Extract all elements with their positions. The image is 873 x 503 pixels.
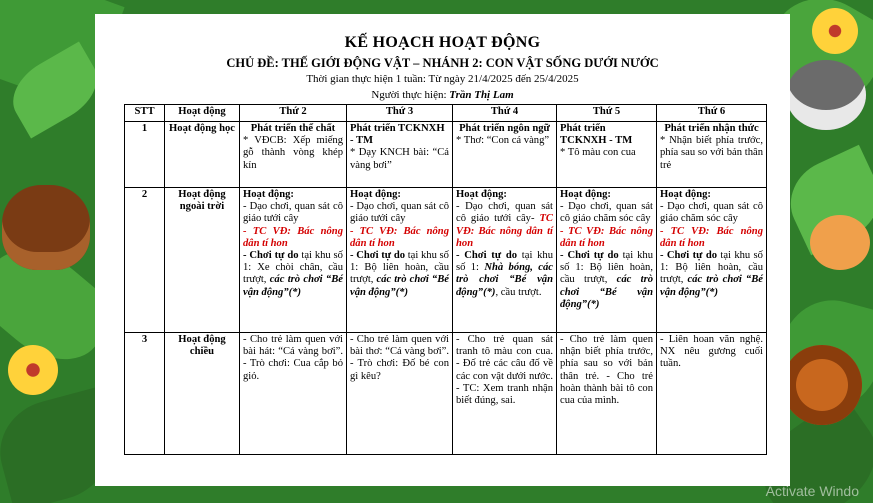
raccoon-illustration bbox=[786, 60, 866, 130]
col-header-wednesday: Thứ 4 bbox=[453, 105, 557, 122]
friday-cell: Hoạt động: - Dạo chơi, quan sát cô giáo chăm sóc cây - TC VĐ: Bác nông dân tí hon - Chơi tự do tại khu số 1: Bộ liên hoàn, cầu trượt, các trò chơi “Bé vận động”(*) bbox=[657, 188, 767, 333]
thursday-cell: Hoạt động: - Dạo chơi, quan sát cô giáo chăm sóc cây - TC VĐ: Bác nông dân tí hon - Chơi tự do tại khu số 1: Bộ liên hoàn, cầu trượt, các trò chơi “Bé vận động”(*) bbox=[557, 188, 657, 333]
table-row bbox=[125, 188, 767, 333]
col-header-monday: Thứ 2 bbox=[240, 105, 347, 122]
monday-cell: Phát triển thể chất * VĐCB: Xếp miếng gỗ thành vòng khép kín bbox=[240, 122, 347, 188]
col-header-friday: Thứ 6 bbox=[657, 105, 767, 122]
time-range: Thời gian thực hiện 1 tuần: Từ ngày 21/4/2025 đến 25/4/2025 bbox=[306, 73, 579, 85]
wednesday-cell: Hoạt động: - Dạo chơi, quan sát cô giáo tưới cây- TC VĐ: Bác nông dân tí hon - Chơi tự do tại khu số 1: Nhà bóng, các trò chơi “Bé vận động”(*), cầu trượt. bbox=[453, 188, 557, 333]
col-header-tuesday: Thứ 3 bbox=[347, 105, 453, 122]
page-title: KẾ HOẠCH HOẠT ĐỘNG bbox=[344, 34, 541, 51]
monday-cell: Hoạt động: - Dạo chơi, quan sát cô giáo tưới cây - TC VĐ: Bác nông dân tí hon - Chơi tự do tại khu số 1: Xe chòi chân, cầu trượt, các trò chơi “Bé vận động”(*) bbox=[240, 188, 347, 333]
friday-cell: Phát triển nhận thức * Nhận biết phía trước, phía sau so với bản thân trẻ bbox=[657, 122, 767, 188]
col-header-stt: STT bbox=[125, 105, 165, 122]
stt-cell: 2 bbox=[125, 188, 165, 333]
bull-illustration bbox=[2, 185, 90, 270]
activity-plan-table bbox=[124, 104, 767, 455]
table-row bbox=[125, 122, 767, 188]
table-row bbox=[125, 333, 767, 455]
thursday-cell: - Cho trẻ làm quen nhận biết phía trước, phía sau so với bản thân trẻ. - Cho trẻ hoàn thành bài tô con cua của mình. bbox=[557, 333, 657, 455]
page-subtitle: CHỦ ĐỀ: THẾ GIỚI ĐỘNG VẬT – NHÁNH 2: CON VẬT SỐNG DƯỚI NƯỚC bbox=[226, 56, 659, 70]
activation-watermark: Activate Windo bbox=[765, 483, 859, 499]
author-name: Trần Thị Lam bbox=[449, 89, 514, 101]
friday-cell: - Liên hoan văn nghệ. NX nêu gương cuối tuần. bbox=[657, 333, 767, 455]
tuesday-cell: - Cho trẻ làm quen với bài thơ: “Cá vàng bơi”. - Trò chơi: Đố bé con gì kêu? bbox=[347, 333, 453, 455]
monday-cell: - Cho trẻ làm quen với bài hát: “Cá vàng bơi”. - Trò chơi: Cua cắp bỏ giỏ. bbox=[240, 333, 347, 455]
flower-icon bbox=[812, 8, 858, 54]
stt-cell: 3 bbox=[125, 333, 165, 455]
activity-cell: Hoạt động học bbox=[165, 122, 240, 188]
thursday-cell: Phát triển TCKNXH - TM * Tô màu con cua bbox=[557, 122, 657, 188]
wednesday-cell: Phát triển ngôn ngữ * Thơ: “Con cá vàng” bbox=[453, 122, 557, 188]
tuesday-cell: Phát triển TCKNXH - TM * Dạy KNCH bài: “Cá vàng bơi” bbox=[347, 122, 453, 188]
table-header-row bbox=[125, 105, 767, 122]
activity-cell: Hoạt động chiều bbox=[165, 333, 240, 455]
col-header-activity: Hoạt động bbox=[165, 105, 240, 122]
flower-icon bbox=[8, 345, 58, 395]
activity-cell: Hoạt động ngoài trời bbox=[165, 188, 240, 333]
lion-illustration bbox=[782, 345, 862, 425]
stt-cell: 1 bbox=[125, 122, 165, 188]
wednesday-cell: - Cho trẻ quan sát tranh tô màu con cua. - Đố trẻ các câu đố về các con vật dưới nước. - TC: Xem tranh nhận biết đúng, sai. bbox=[453, 333, 557, 455]
author-label: Người thực hiện: bbox=[371, 89, 447, 101]
cat-illustration bbox=[810, 215, 870, 270]
col-header-thursday: Thứ 5 bbox=[557, 105, 657, 122]
tuesday-cell: Hoạt động: - Dạo chơi, quan sát cô giáo tưới cây - TC VĐ: Bác nông dân tí hon - Chơi tự do tại khu số 1: Bộ liên hoàn, cầu trượt, các trò chơi “Bé vận động”(*) bbox=[347, 188, 453, 333]
author-line bbox=[95, 89, 790, 101]
